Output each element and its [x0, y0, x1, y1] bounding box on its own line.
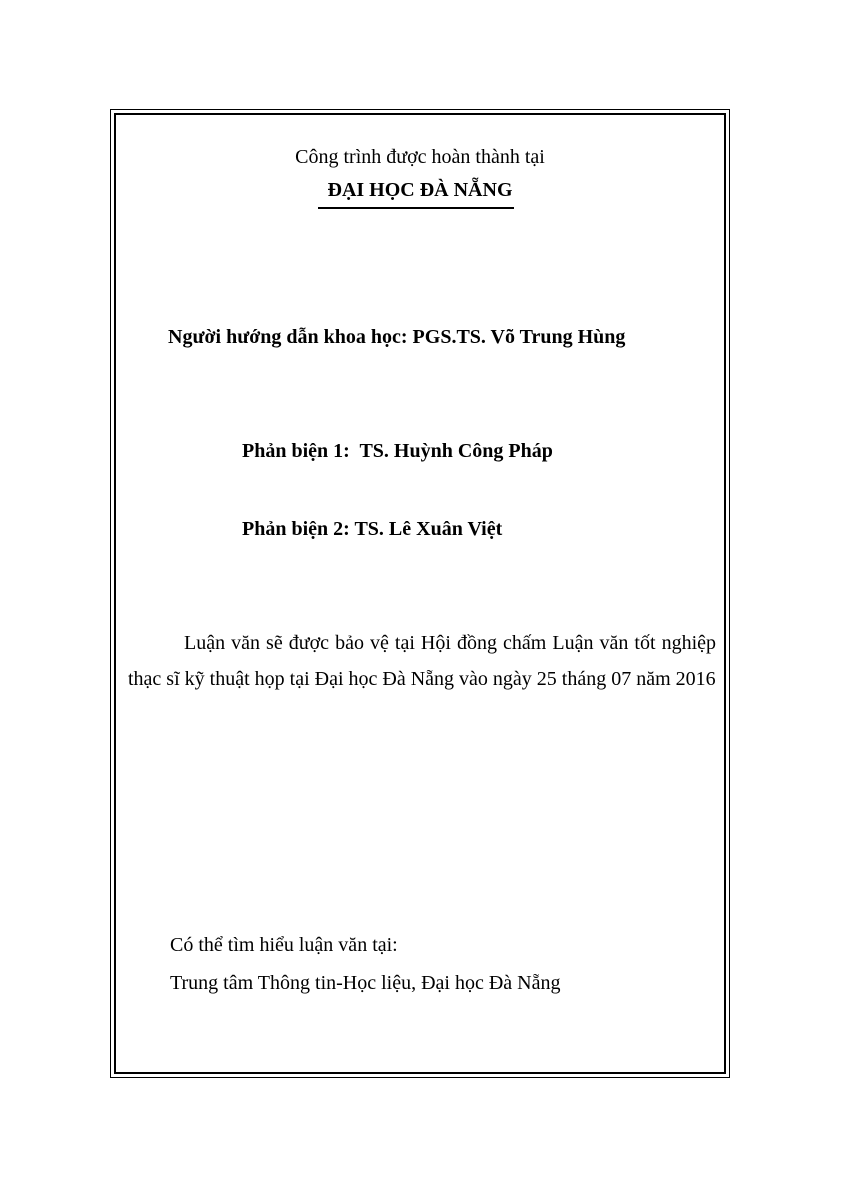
page-border-inner — [114, 113, 726, 1074]
completed-at-text: Công trình được hoàn thành tại — [295, 146, 545, 168]
university-underline — [318, 207, 514, 209]
reviewer-2-line: Phản biện 2: TS. Lê Xuân Việt — [242, 518, 503, 540]
supervisor-line: Người hướng dẫn khoa học: PGS.TS. Võ Trung Hùng — [168, 326, 626, 348]
reviewer-1-line: Phản biện 1: TS. Huỳnh Công Pháp — [242, 440, 553, 462]
library-intro: Có thể tìm hiểu luận văn tại: — [170, 934, 398, 956]
university-name: ĐẠI HỌC ĐÀ NẴNG — [327, 179, 513, 201]
library-location: Trung tâm Thông tin-Học liệu, Đại học Đà Nẵng — [170, 972, 561, 994]
defense-paragraph: Luận văn sẽ được bảo vệ tại Hội đồng chấm Luận văn tốt nghiệp thạc sĩ kỹ thuật họp tại Đại học Đà Nẵng vào ngày 25 tháng 07 năm 2016 — [128, 632, 716, 690]
